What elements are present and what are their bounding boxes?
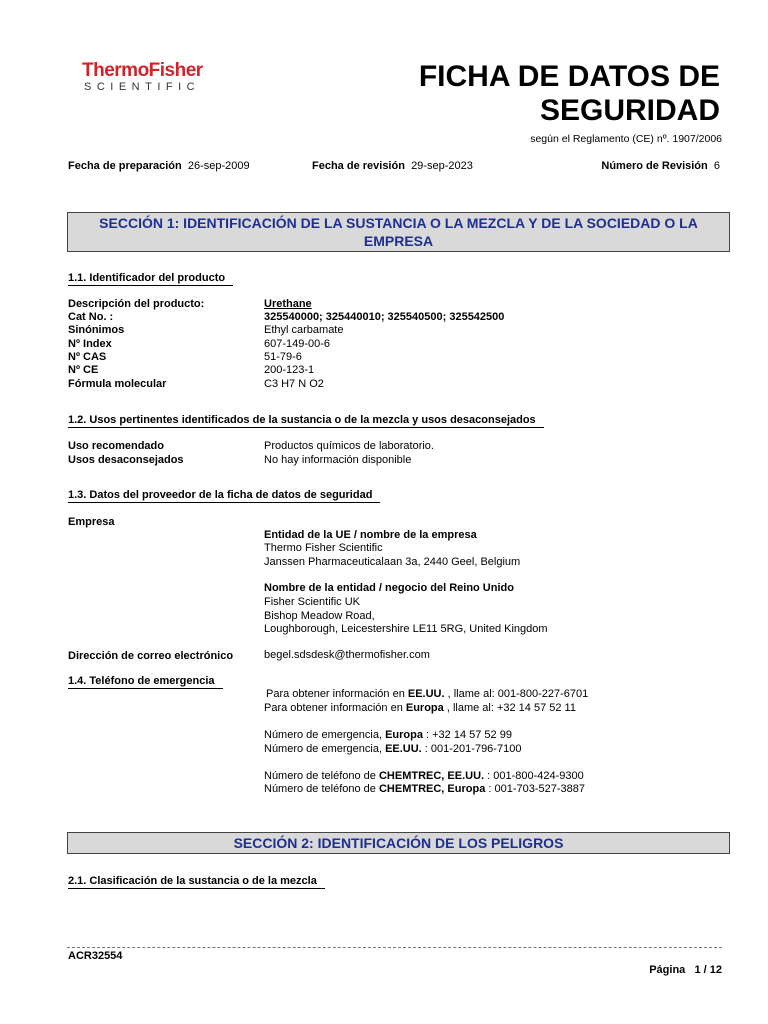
prep-label: Fecha de preparación — [68, 160, 182, 172]
synonyms-value: Ethyl carbamate — [264, 324, 344, 336]
cas-no-value: 51-79-6 — [264, 351, 302, 363]
uk-entity-heading: Nombre de la entidad / negocio del Reino Unido — [264, 582, 514, 594]
uk-entity-address-2: Loughborough, Leicestershire LE11 5RG, United Kingdom — [264, 623, 548, 635]
text: : 001-201-796-7100 — [421, 743, 522, 755]
uk-entity-name: Fisher Scientific UK — [264, 596, 360, 608]
text: Número de teléfono de — [264, 770, 379, 782]
rev-value: 29-sep-2023 — [411, 160, 473, 172]
product-description-value: Urethane — [264, 298, 312, 310]
text: : 001-800-424-9300 — [484, 770, 584, 782]
uses-advised-against-label: Usos desaconsejados — [68, 454, 184, 466]
text-bold: CHEMTREC, Europa — [378, 783, 486, 795]
email-label: Dirección de correo electrónico — [68, 650, 234, 662]
eu-entity-heading: Entidad de la UE / nombre de la empresa — [264, 529, 477, 541]
title-line-2: SEGURIDAD — [539, 94, 720, 127]
document-code: ACR32554 — [68, 950, 123, 962]
logo-thermofisher: ThermoFisher — [82, 60, 203, 81]
email-value[interactable]: begel.sdsdesk@thermofisher.com — [264, 649, 430, 661]
rev-label: Fecha de revisión — [312, 160, 405, 172]
text-bold: EE.UU. — [385, 743, 422, 755]
ec-no-label: Nº CE — [68, 364, 99, 376]
page-indicator — [649, 964, 722, 976]
section-1-header: SECCIÓN 1: IDENTIFICACIÓN DE LA SUSTANCIA O LA MEZCLA Y DE LA SOCIEDAD O LA EMPRESA — [67, 212, 730, 252]
text-bold: EE.UU. — [407, 688, 445, 700]
index-no-label: Nº Index — [68, 338, 112, 350]
emergency-line-us-info — [266, 688, 588, 700]
uses-advised-against-value: No hay información disponible — [264, 454, 412, 466]
preparation-date — [68, 160, 250, 172]
eu-entity-name: Thermo Fisher Scientific — [264, 542, 383, 554]
regulation-subtitle: según el Reglamento (CE) nº. 1907/2006 — [530, 133, 722, 145]
text-bold: CHEMTREC, EE.UU. — [378, 770, 485, 782]
section-2-header: SECCIÓN 2: IDENTIFICACIÓN DE LOS PELIGROS — [67, 832, 730, 854]
recommended-use-value: Productos químicos de laboratorio. — [264, 440, 434, 452]
product-description-label: Descripción del producto: — [68, 298, 205, 310]
text: Número de emergencia, — [264, 743, 386, 755]
chemtrec-eu-number — [264, 783, 585, 795]
text-bold: Europa — [385, 729, 423, 741]
molecular-formula-value: C3 H7 N O2 — [264, 378, 324, 390]
cat-no-label: Cat No. : — [68, 311, 114, 323]
cas-no-label: Nº CAS — [68, 351, 107, 363]
chemtrec-us-number — [264, 770, 584, 782]
text: Para obtener información en — [264, 702, 406, 714]
emergency-line-eu-number — [264, 729, 512, 741]
subsection-1-1-heading: 1.1. Identificador del producto — [68, 272, 233, 286]
emergency-line-eu-info — [264, 702, 576, 714]
company-label: Empresa — [68, 516, 115, 528]
page-label: Página — [649, 964, 686, 976]
ec-no-value: 200-123-1 — [264, 364, 315, 376]
revnum-label: Número de Revisión — [601, 160, 708, 172]
revnum-value: 6 — [713, 160, 720, 172]
synonyms-label: Sinónimos — [68, 324, 125, 336]
subsection-1-2-heading: 1.2. Usos pertinentes identificados de la sustancia o de la mezcla y usos desaconsejados — [68, 414, 544, 428]
subsection-1-4-heading: 1.4. Teléfono de emergencia — [68, 675, 223, 689]
molecular-formula-label: Fórmula molecular — [68, 378, 167, 390]
text: Para obtener información en — [266, 688, 408, 700]
text: : +32 14 57 52 99 — [422, 729, 512, 741]
text: , llame al: +32 14 57 52 11 — [443, 702, 576, 714]
index-no-value: 607-149-00-6 — [264, 338, 331, 350]
title-line-1: FICHA DE DATOS DE — [418, 60, 720, 93]
subsection-2-1-heading: 2.1. Clasificación de la sustancia o de la mezcla — [68, 875, 325, 889]
emergency-line-us-number — [264, 743, 521, 755]
footer-divider — [67, 947, 722, 948]
revision-number — [601, 160, 720, 172]
cat-no-value: 325540000; 325440010; 325540500; 325542500 — [264, 311, 505, 323]
prep-value: 26-sep-2009 — [187, 160, 250, 172]
text: Número de emergencia, — [264, 729, 386, 741]
logo-scientific: SCIENTIFIC — [84, 81, 201, 93]
document-title — [360, 60, 720, 128]
text: Número de teléfono de — [264, 783, 379, 795]
text-bold: Europa — [405, 702, 444, 714]
subsection-1-3-heading: 1.3. Datos del proveedor de la ficha de datos de seguridad — [68, 489, 380, 503]
page-value: 1 / 12 — [694, 964, 722, 976]
text: : 001-703-527-3887 — [485, 783, 585, 795]
revision-date — [312, 160, 473, 172]
uk-entity-address-1: Bishop Meadow Road, — [264, 610, 375, 622]
text: , llame al: 001-800-227-6701 — [444, 688, 589, 700]
recommended-use-label: Uso recomendado — [68, 440, 164, 452]
eu-entity-address: Janssen Pharmaceuticalaan 3a, 2440 Geel, Belgium — [264, 556, 521, 568]
